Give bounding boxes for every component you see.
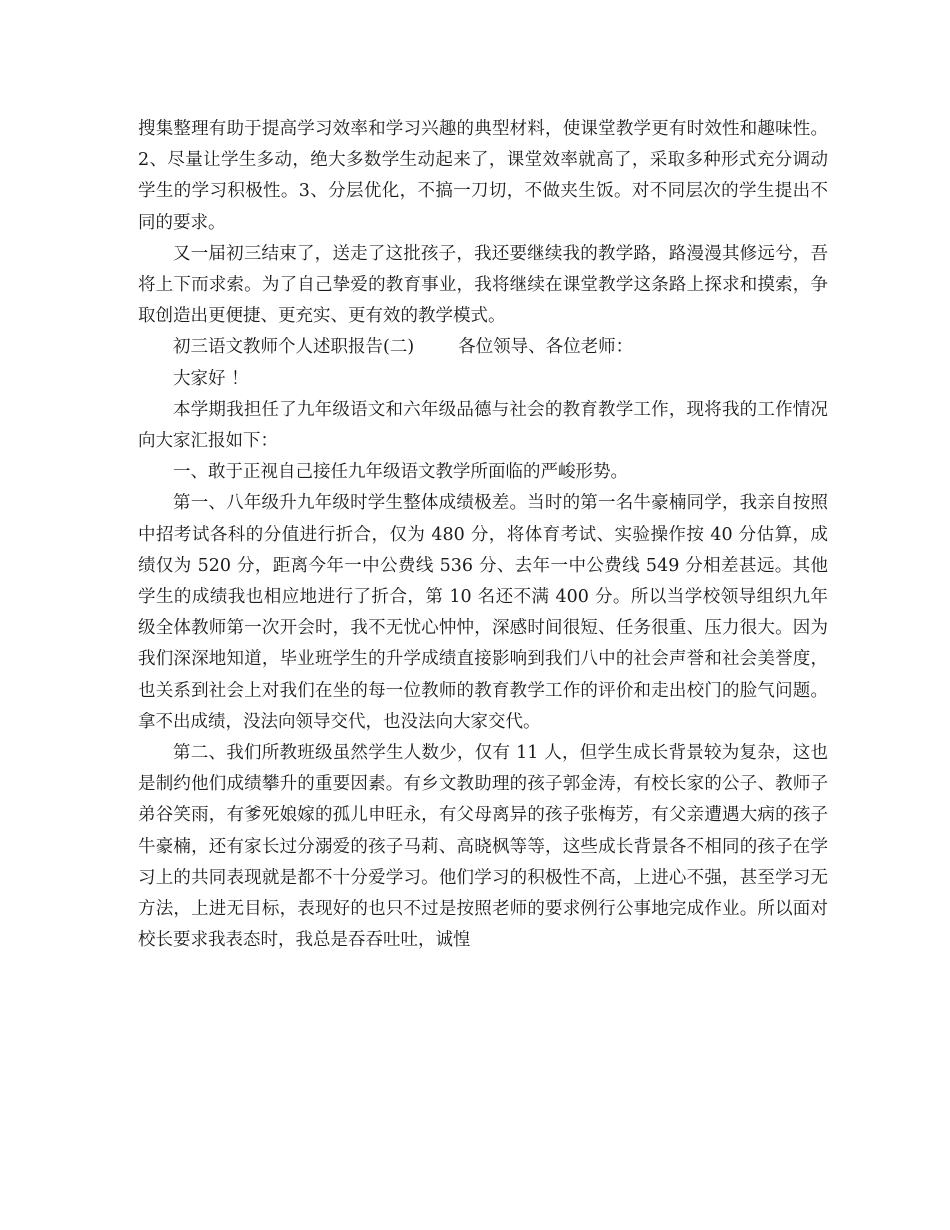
- document-page: [138, 114, 828, 956]
- salutation: 大家好 ！: [173, 368, 249, 389]
- paragraph-teaching-methods: 搜集整理有助于提高学习效率和学习兴趣的典型材料，使课堂教学更有时效性和趣味性。2、尽量让学生多动，绝大多数学生动起来了，课堂效率就高了，采取多种形式充分调动学生的学习积极性。3、分层优化，不搞一刀切，不做夹生饭。对不同层次的学生提出不同的要求。: [138, 119, 828, 233]
- paragraph-point-two: 第二、我们所教班级虽然学生人数少，仅有 11 人，但学生成长背景较为复杂，这也是制约他们成绩攀升的重要因素。有乡文教助理的孩子郭金涛，有校长家的公子、教师子弟谷笑雨，有爹死娘嫁的孤儿申旺永，有父母离异的孩子张梅芳，有父亲遭遇大病的孩子牛豪楠，还有家长过分溺爱的孩子马莉、高晓枫等等，这些成长背景各不相同的孩子在学习上的共同表现就是都不十分爱学习。他们学习的积极性不高，上进心不强，甚至学习无方法，上进无目标，表现好的也只不过是按照老师的要求例行公事地完成作业。所以面对校长要求我表态时，我总是吞吞吐吐，诚惶: [138, 743, 828, 951]
- report-heading-line: [138, 332, 828, 363]
- section-heading-situation: 一、敢于正视自己接任九年级语文教学所面临的严峻形势。: [173, 462, 628, 483]
- report-title: 初三语文教师个人述职报告(二): [173, 337, 415, 358]
- report-greeting: 各位领导、各位老师：: [458, 337, 634, 358]
- paragraph-point-one: 第一、八年级升九年级时学生整体成绩极差。当时的第一名牛豪楠同学，我亲自按照中招考试各科的分值进行折合，仅为 480 分，将体育考试、实验操作按 40 分估算，成绩仅为 520 分，距离今年一中公费线 536 分、去年一中公费线 549 分相差甚远。其他学生的成绩我也相应地进行了折合，第 10 名还不满 400 分。所以当学校领导组织九年级全体教师第一次开会时，我不无忧心忡忡，深感时间很短、任务很重、压力很大。因为我们深深地知道，毕业班学生的升学成绩直接影响到我们八中的社会声誉和社会美誉度，也关系到社会上对我们在坐的每一位教师的教育教学工作的评价和走出校门的脸气问题。拿不出成绩，没法向领导交代，也没法向大家交代。: [138, 493, 828, 732]
- paragraph-duties-intro: 本学期我担任了九年级语文和六年级品德与社会的教育教学工作，现将我的工作情况向大家汇报如下：: [138, 399, 828, 452]
- paragraph-closing-reflection: 又一届初三结束了，送走了这批孩子，我还要继续我的教学路，路漫漫其修远兮，吾将上下而求索。为了自己挚爱的教育事业，我将继续在课堂教学这条路上探求和摸索，争取创造出更便捷、更充实、更有效的教学模式。: [138, 243, 828, 327]
